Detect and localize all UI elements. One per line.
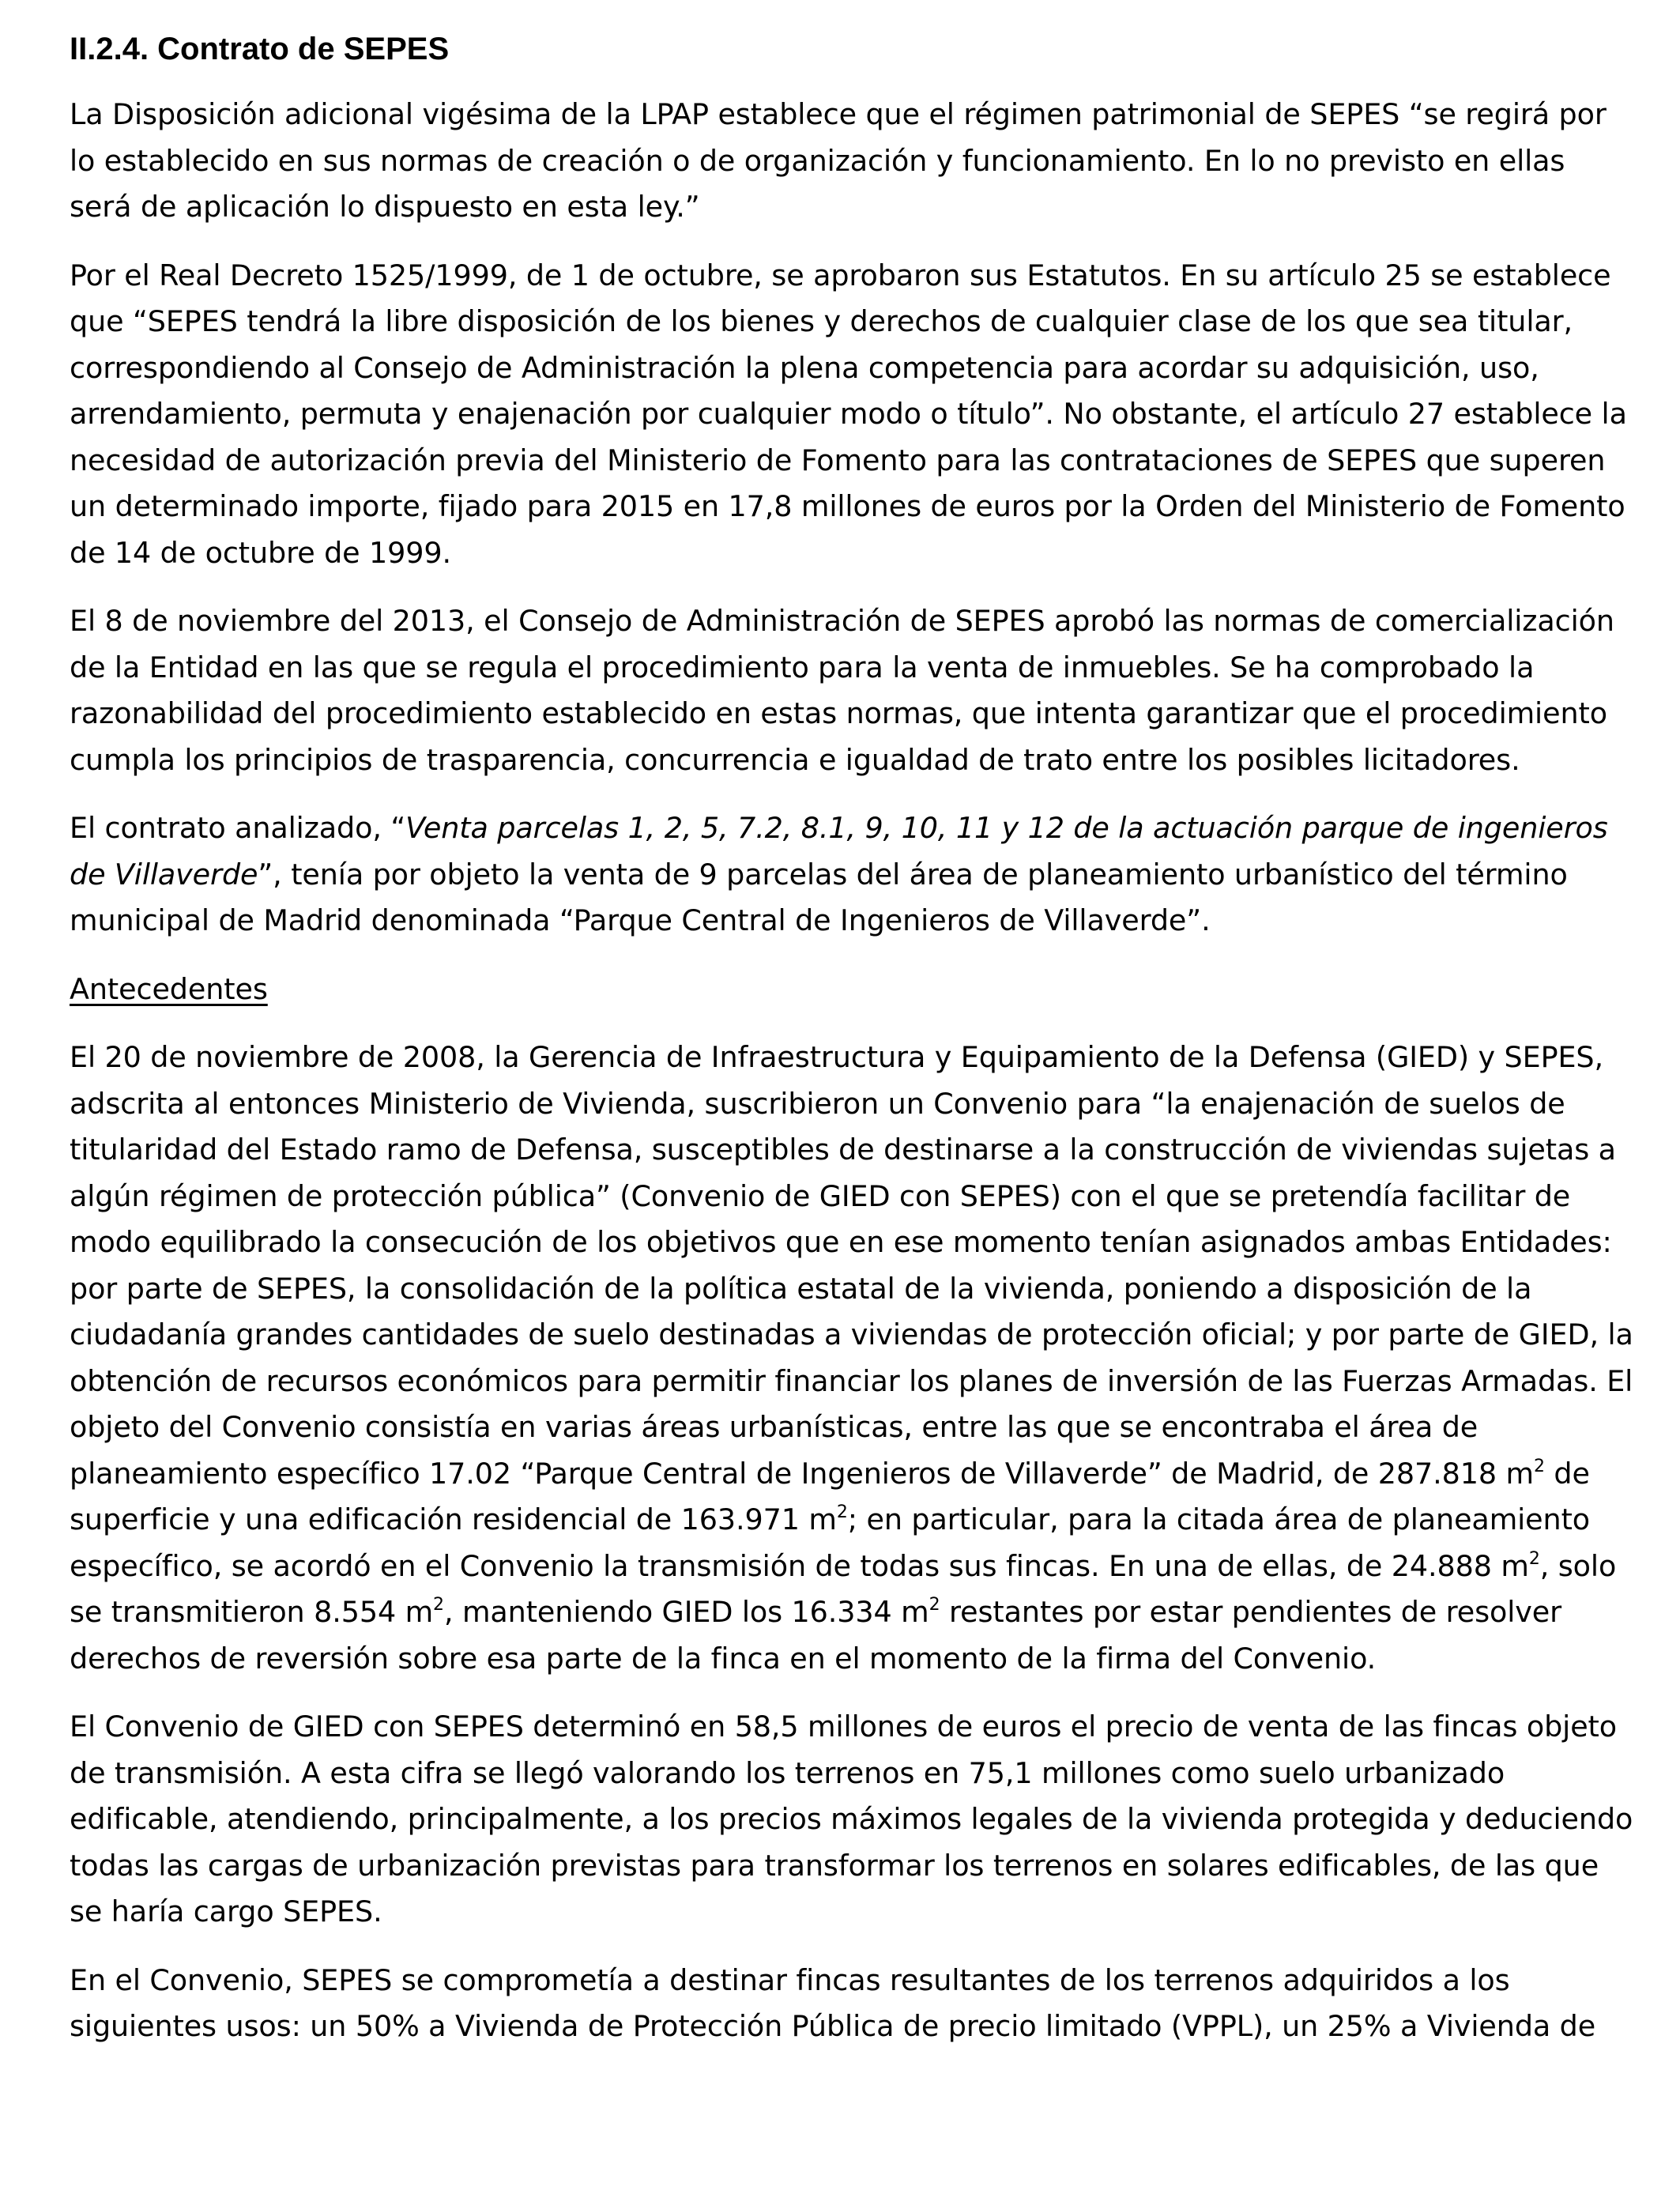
paragraph-lpap: La Disposición adicional vigésima de la LPAP establece que el régimen patrimonial de SEPES “se regirá por lo establecido en sus normas de creación o de organización y funcionamiento. En lo no previsto en ellas será de aplicación lo dispuesto en esta ley.” bbox=[70, 97, 1607, 224]
subheading-antecedentes: Antecedentes bbox=[70, 971, 268, 1006]
text-segment: restantes por estar pendientes de resolver derechos de reversión sobre esa parte de la finca en el momento de la firma del Convenio. bbox=[70, 1595, 1562, 1676]
paragraph-normas-comercializacion: El 8 de noviembre del 2013, el Consejo de Administración de SEPES aprobó las normas de comercialización de la Entidad en las que se regula el procedimiento para la venta de inmuebles. Se ha comprobado la razonabilidad del procedimiento establecido en estas normas, que intenta garantizar que el procedimiento cumpla los principios de trasparencia, concurrencia e igualdad de trato entre los posibles licitadores. bbox=[70, 604, 1614, 777]
document-page bbox=[70, 24, 1634, 2072]
text-segment: , manteniendo GIED los 16.334 m bbox=[443, 1595, 929, 1629]
superscript-2: 2 bbox=[929, 1595, 940, 1615]
paragraph-usos-fincas: En el Convenio, SEPES se comprometía a destinar fincas resultantes de los terrenos adquiridos a los siguientes usos: un 50% a Vivienda de Protección Pública de precio limitado (VPPL), un 25% a Vivienda de bbox=[70, 1962, 1596, 2043]
contract-title-italic: Venta parcelas 1, 2, 5, 7.2, 8.1, 9, 10, 11 y 12 de la actuación parque de ingenieros de Villaverde bbox=[70, 811, 1608, 892]
text-segment: El 20 de noviembre de 2008, la Gerencia de Infraestructura y Equipamiento de la Defensa (GIED) y SEPES, adscrita al entonces Ministerio de Vivienda, suscribieron un Convenio para “la enajenación de suelos de titularidad del Estado ramo de Defensa, susceptibles de destinarse a la construcción de viviendas sujetas a algún régimen de protección pública” (Convenio de GIED con SEPES) con el que se pretendía facilitar de modo equilibrado la consecución de los objetivos que en ese momento tenían asignados ambas Entidades: por parte de SEPES, la consolidación de la política estatal de la vivienda, poniendo a disposición de la ciudadanía grandes cantidades de suelo destinadas a viviendas de protección oficial; y por parte de GIED, la obtención de recursos económicos para permitir financiar los planes de inversión de las Fuerzas Armadas. El objeto del Convenio consistía en varias áreas urbanísticas, entre las que se encontraba el área de planeamiento específico 17.02 “Parque Central de Ingenieros de Villaverde” de Madrid, de 287.818 m bbox=[70, 1040, 1633, 1491]
superscript-2: 2 bbox=[836, 1502, 848, 1522]
paragraph-precio-venta: El Convenio de GIED con SEPES determinó en 58,5 millones de euros el precio de venta de las fincas objeto de transmisión. A esta cifra se llegó valorando los terrenos en 75,1 millones como suelo urbanizado edificable, atendiendo, principalmente, a los precios máximos legales de la vivienda protegida y deduciendo todas las cargas de urbanización previstas para transformar los terrenos en solares edificables, de las que se haría cargo SEPES. bbox=[70, 1710, 1633, 1928]
text-segment: ; en particular, para la citada área de planeamiento específico, se acordó en el Convenio la transmisión de todas sus fincas. En una de ellas, de 24.888 m bbox=[70, 1502, 1591, 1583]
text-segment: El contrato analizado, “ bbox=[70, 811, 406, 845]
text-segment: ”, tenía por objeto la venta de 9 parcelas del área de planeamiento urbanístico del término municipal de Madrid denominada “Parque Central de Ingenieros de Villaverde”. bbox=[70, 857, 1568, 937]
paragraph-contrato-analizado bbox=[70, 805, 1634, 944]
superscript-2: 2 bbox=[1533, 1456, 1545, 1476]
text-segment: de superficie y una edificación residencial de 163.971 m bbox=[70, 1456, 1590, 1536]
section-title: II.2.4. Contrato de SEPES bbox=[70, 32, 450, 66]
paragraph-estatutos: Por el Real Decreto 1525/1999, de 1 de octubre, se aprobaron sus Estatutos. En su artículo 25 se establece que “SEPES tendrá la libre disposición de los bienes y derechos de cualquier clase de los que sea titular, correspondiendo al Consejo de Administración la plena competencia para acordar su adquisición, uso, arrendamiento, permuta y enajenación por cualquier modo o título”. No obstante, el artículo 27 establece la necesidad de autorización previa del Ministerio de Fomento para las contrataciones de SEPES que superen un determinado importe, fijado para 2015 en 17,8 millones de euros por la Orden del Ministerio de Fomento de 14 de octubre de 1999. bbox=[70, 258, 1627, 570]
text-segment: , solo se transmitieron 8.554 m bbox=[70, 1548, 1617, 1629]
superscript-2: 2 bbox=[1528, 1548, 1540, 1569]
paragraph-convenio-gied bbox=[70, 1035, 1634, 1682]
superscript-2: 2 bbox=[433, 1595, 444, 1615]
